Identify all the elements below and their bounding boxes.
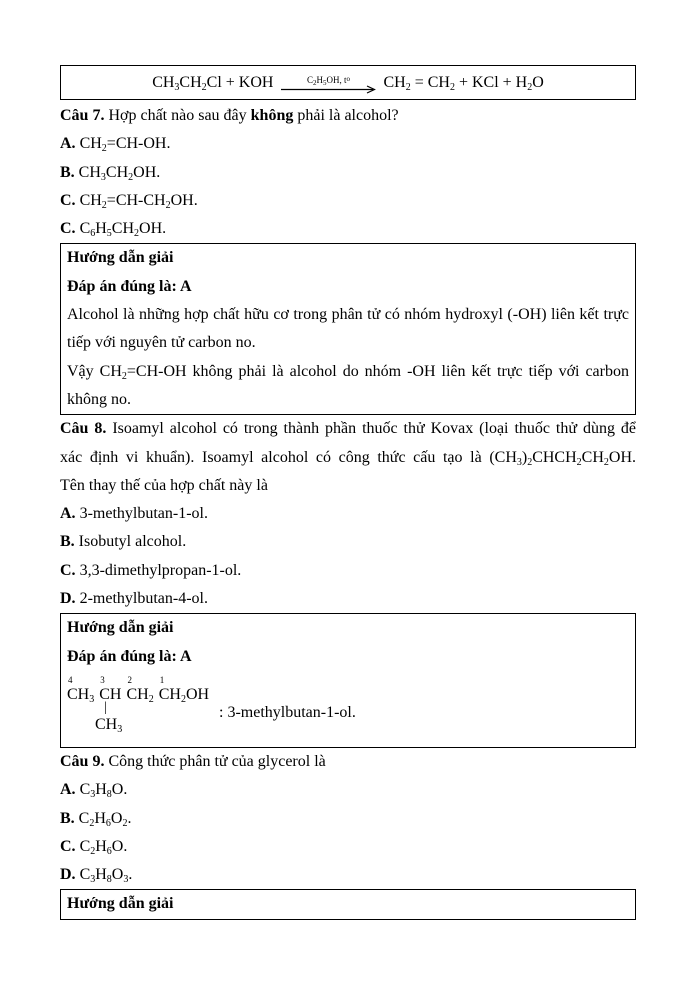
structural-formula — [67, 671, 629, 747]
question-7-option-c2: C. $C_6H_5CH_2OH$. — [60, 220, 167, 240]
page-content — [60, 65, 636, 920]
arrow-icon — [280, 85, 376, 94]
solution-line: không no. — [67, 390, 131, 408]
products-text: $CH_2 = CH_2$ + KCl + $H_2O$ — [383, 73, 544, 93]
question-7 — [60, 102, 636, 243]
question-7-option-c: C. $CH_2=CH-CH_2OH$. — [60, 191, 198, 211]
question-8 — [60, 415, 636, 613]
solution-title: Hướng dẫn giải — [67, 619, 174, 637]
branch-methyl-group: $CH_3$ — [95, 715, 123, 735]
carbon-number: 3 — [100, 674, 105, 685]
question-8-option-c: C. 3,3-dimethylpropan-1-ol. — [60, 561, 242, 579]
reactants-text: $CH_3CH_2Cl$ + KOH — [152, 73, 274, 93]
solution-line: Alcohol là những hợp chất hữu cơ trong phân tử có nhóm hydroxyl (-OH) liên kết trực — [67, 306, 629, 324]
question-8-option-d: D. 2-methylbutan-4-ol. — [60, 590, 208, 608]
solution-answer: Đáp án đúng là: A — [67, 647, 192, 665]
reaction-equation-box — [60, 65, 636, 100]
solution-box-q7 — [60, 243, 636, 415]
question-9-option-a: A. $C_3H_8O$. — [60, 781, 128, 801]
arrow-condition-text: $C_2H_5OH$, $t^o$ — [306, 75, 350, 87]
solution-box-q9 — [60, 889, 636, 919]
carbon-group-4: 4 $CH_3$ — [67, 674, 95, 705]
question-7-option-b: B. $CH_3CH_2OH$. — [60, 163, 161, 183]
solution-answer: Đáp án đúng là: A — [67, 277, 192, 295]
question-9-option-c: C. $C_2H_6O$. — [60, 837, 128, 857]
carbon-number: 1 — [159, 674, 165, 685]
question-8-text-line: Câu 8. Isoamyl alcohol có trong thành phần thuốc thử Kovax (loại thuốc thử dùng để — [60, 420, 636, 438]
solution-box-q8 — [60, 613, 636, 748]
solution-line: Vậy $CH_2=CH-OH$ không phải là alcohol do nhóm -OH liên kết trực tiếp với carbon — [67, 362, 629, 382]
solution-line: tiếp với nguyên tử carbon no. — [67, 334, 256, 352]
question-9 — [60, 748, 636, 889]
question-8-option-b: B. Isobutyl alcohol. — [60, 533, 187, 551]
solution-title: Hướng dẫn giải — [67, 249, 174, 267]
question-9-text: Câu 9. Công thức phân tử của glycerol là — [60, 752, 326, 770]
structure-name-label: : 3-methylbutan-1-ol. — [219, 703, 356, 721]
carbon-group-3: 3 CH — [99, 674, 122, 703]
carbon-group-2: 2 $CH_2$ — [126, 674, 154, 705]
question-8-text-line: xác định vi khuẩn). Isoamyl alcohol có công thức cấu tạo là $(CH_3)_2CHCH_2CH_2OH$. — [60, 448, 636, 468]
carbon-number: 4 — [68, 674, 73, 685]
carbon-number: 2 — [127, 674, 132, 685]
reaction-arrow — [280, 75, 376, 94]
question-8-option-a: A. 3-methylbutan-1-ol. — [60, 505, 208, 523]
question-8-text-line: Tên thay thế của hợp chất này là — [60, 476, 268, 494]
question-9-option-d: D. $C_3H_8O_3$. — [60, 866, 133, 886]
question-9-option-b: B. $C_2H_6O_2$. — [60, 809, 132, 829]
formula-main-chain — [67, 674, 214, 705]
question-7-option-a: A. $CH_2=CH-OH$. — [60, 135, 171, 155]
question-7-text: Câu 7. Hợp chất nào sau đây không phải là alcohol? — [60, 107, 399, 124]
branch-bond: | — [104, 699, 107, 715]
carbon-group-1: 1 $CH_2OH$ — [158, 674, 210, 705]
solution-title: Hướng dẫn giải — [67, 895, 174, 913]
